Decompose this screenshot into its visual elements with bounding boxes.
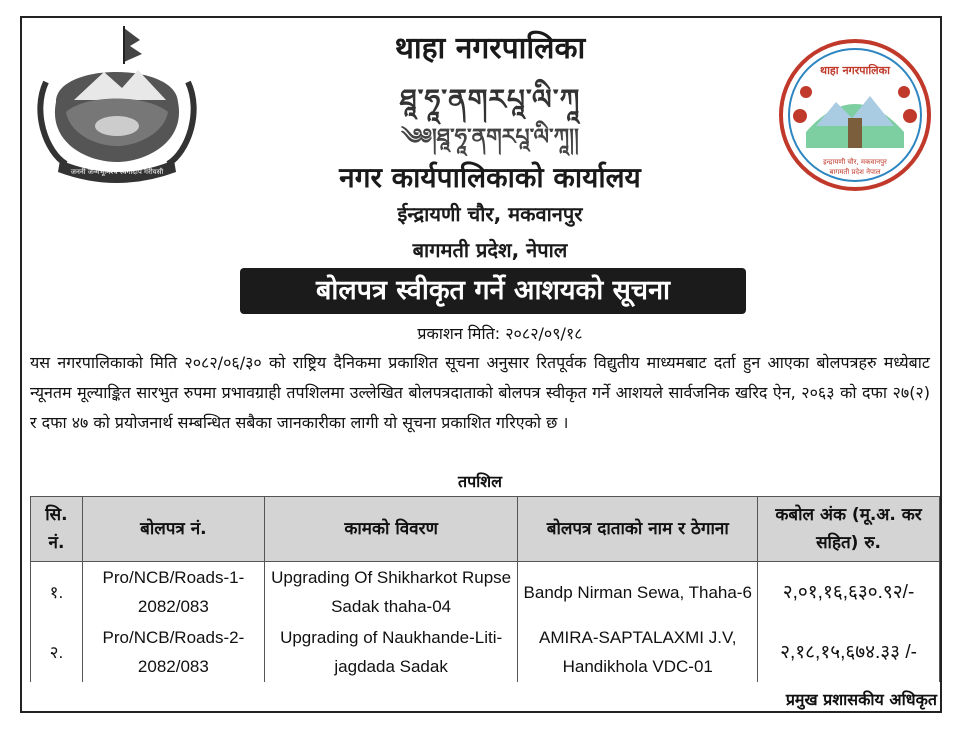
municipality-name-tibetan: ༄༅།ཐཱ་ཧཱ་ནགརཔཱ་ལི་ཀཱ།། [401, 125, 579, 150]
signer-title: प्रमुख प्रशासकीय अधिकृत [785, 690, 937, 709]
table-row [31, 622, 940, 682]
municipality-name-script: ཐཱ་ཧཱ་ནགརཔཱ་ལི་ཀཱ [399, 83, 581, 116]
seal-bottom-text-1: इन्द्रायणी चौर, मकवानपुर [823, 158, 887, 166]
office-name: नगर कार्यपालिकाको कार्यालय [339, 161, 641, 194]
bid-table [30, 496, 940, 682]
province-country: बागमती प्रदेश, नेपाल [412, 238, 568, 262]
schedule-title: तपशिल [457, 472, 503, 491]
municipality-name-nepali: थाहा नगरपालिका [394, 31, 586, 66]
cell-work: Upgrading Of Shikharkot Rupse Sadak thaha-04 [264, 562, 518, 623]
cell-work: Upgrading of Naukhande-Liti-jagdada Sadak [264, 622, 518, 682]
col-header-amount: कबोल अंक (मू.अ. कर सहित) रु. [758, 497, 940, 562]
col-header-work: कामको विवरण [264, 497, 518, 562]
seal-top-text: थाहा नगरपालिका [820, 64, 890, 77]
cell-bid-no: Pro/NCB/Roads-2-2082/083 [82, 622, 264, 682]
table-row [31, 562, 940, 623]
col-header-bid-no: बोलपत्र नं. [82, 497, 264, 562]
col-header-bidder: बोलपत्र दाताको नाम र ठेगाना [518, 497, 758, 562]
office-address: ईन्द्रायणी चौर, मकवानपुर [397, 202, 583, 226]
notice-title: बोलपत्र स्वीकृत गर्ने आशयको सूचना [240, 268, 746, 314]
cell-amount: २,०१,१६,६३०.९२/- [758, 562, 940, 623]
cell-amount: २,१८,१५,६७४.३३ /- [758, 622, 940, 682]
cell-bidder: AMIRA-SAPTALAXMI J.V, Handikhola VDC-01 [518, 622, 758, 682]
cell-bidder: Bandp Nirman Sewa, Thaha-6 [518, 562, 758, 623]
emblem-motto: जननी जन्मभूमिश्च स्वर्गादपि गरीयसी [70, 168, 164, 176]
cell-sn: १. [31, 562, 83, 623]
table-header-row [31, 497, 940, 562]
municipality-seal-icon [776, 36, 934, 194]
col-header-sn: सि. नं. [31, 497, 83, 562]
publish-date: प्रकाशन मिति: २०८२/०९/१८ [417, 324, 583, 343]
cell-bid-no: Pro/NCB/Roads-1-2082/083 [82, 562, 264, 623]
cell-sn: २. [31, 622, 83, 682]
notice-body: यस नगरपालिकाको मिति २०८२/०६/३० को राष्ट्रिय दैनिकमा प्रकाशित सूचना अनुसार रितपूर्वक विद्युतीय माध्यमबाट दर्ता हुन आएका बोलपत्रहरु मध्येबाट न्यूनतम मूल्याङ्कित सारभुत रुपमा प्रभावग्राही तपशिलमा उल्लेखित बोलपत्रदाताको बोलपत्र स्वीकृत गर्ने आशयले सार्वजनिक खरिद ऐन, २०६३ को दफा २७(२) र दफा ४७ को प्रयोजनार्थ सम्बन्धित सबैका जानकारीका लागी यो सूचना प्रकाशित गरिएको छ । [30, 353, 930, 432]
nepal-emblem-icon [26, 22, 208, 184]
seal-bottom-text-2: बागमती प्रदेश नेपाल [829, 168, 881, 176]
